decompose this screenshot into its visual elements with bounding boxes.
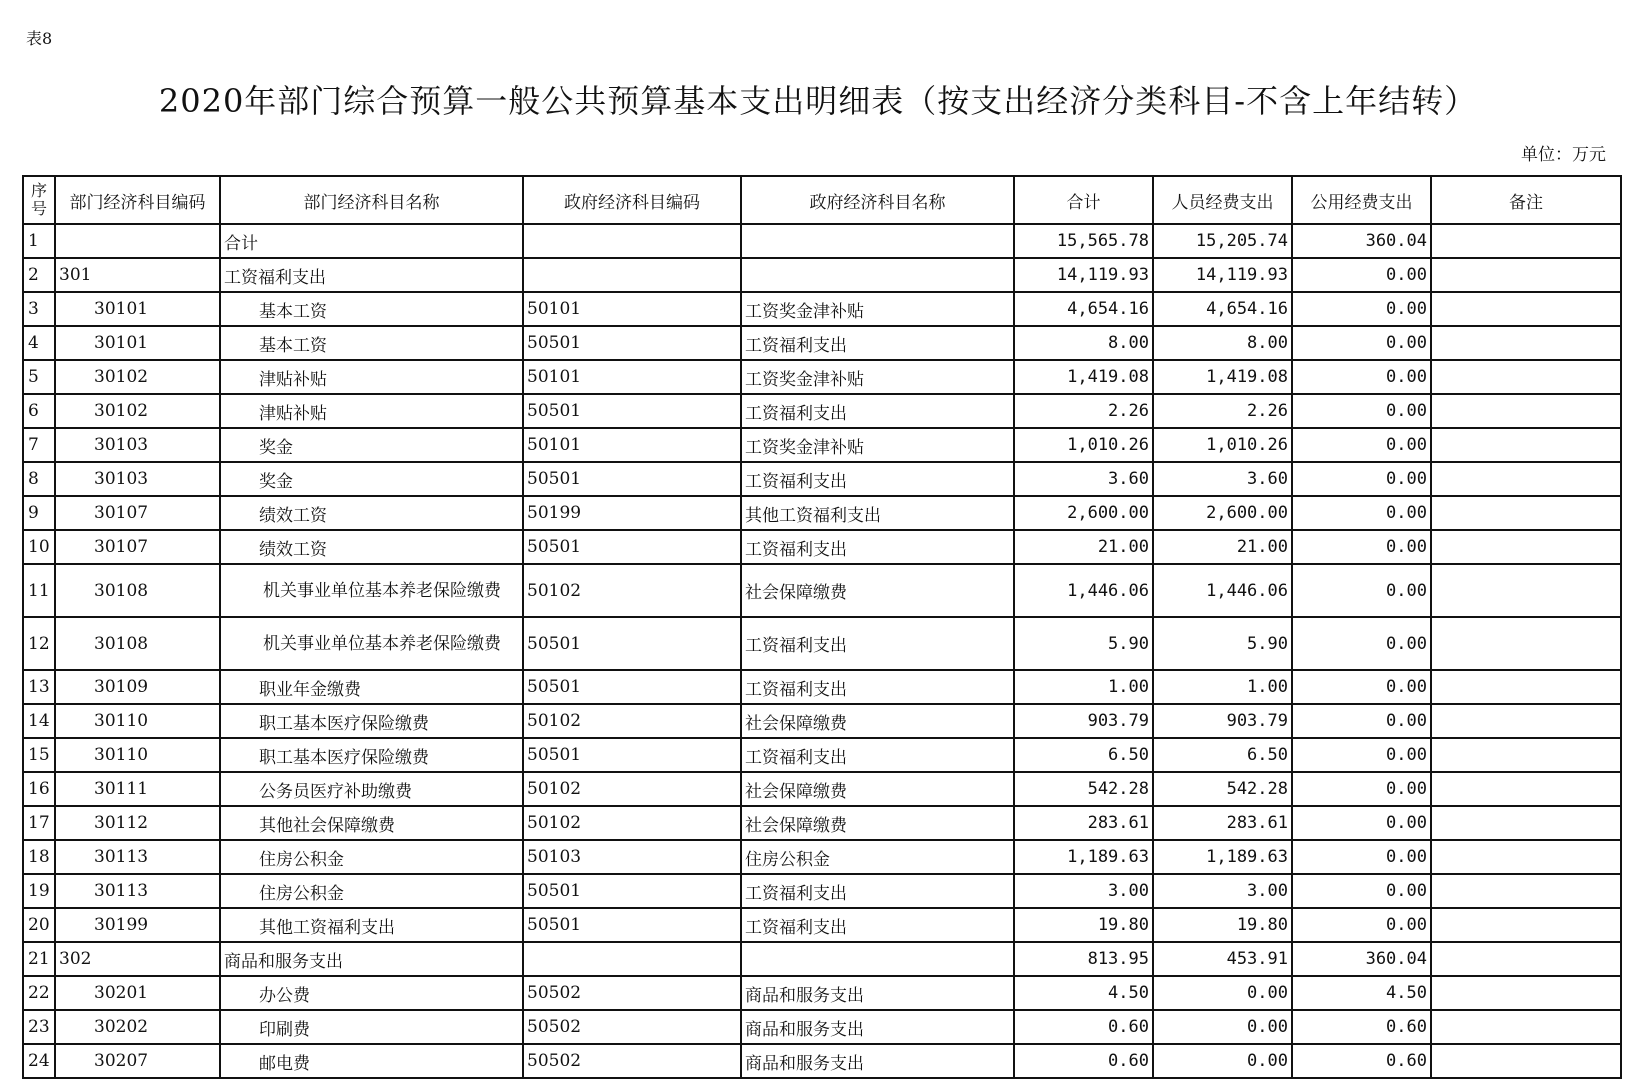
cell-public: 0.00: [1292, 326, 1431, 360]
cell-public: 0.00: [1292, 258, 1431, 292]
cell-seq: 8: [23, 462, 55, 496]
table-row: [23, 326, 1621, 360]
cell-dept-name: 奖金: [220, 462, 523, 496]
cell-seq: 10: [23, 530, 55, 564]
cell-gov-name: [741, 258, 1014, 292]
cell-dept-name: 职工基本医疗保险缴费: [220, 738, 523, 772]
cell-dept-code: 30108: [55, 564, 220, 617]
cell-gov-name: 其他工资福利支出: [741, 496, 1014, 530]
cell-total: 2,600.00: [1014, 496, 1153, 530]
cell-personnel: 8.00: [1153, 326, 1292, 360]
cell-gov-name: 商品和服务支出: [741, 1044, 1014, 1078]
cell-dept-name-text: 机关事业单位基本养老保险缴费: [263, 580, 501, 601]
cell-dept-name: 邮电费: [220, 1044, 523, 1078]
cell-gov-code: 50102: [523, 704, 741, 738]
cell-dept-name: [220, 564, 523, 617]
table-row: [23, 530, 1621, 564]
cell-gov-code: 50501: [523, 530, 741, 564]
cell-dept-code: 30103: [55, 428, 220, 462]
cell-dept-code: 30110: [55, 738, 220, 772]
cell-public: 0.00: [1292, 428, 1431, 462]
cell-remark: [1431, 942, 1621, 976]
table-row: [23, 292, 1621, 326]
cell-gov-name: 社会保障缴费: [741, 772, 1014, 806]
cell-gov-name: 工资奖金津补贴: [741, 360, 1014, 394]
cell-gov-name: 工资奖金津补贴: [741, 428, 1014, 462]
table-body: [23, 224, 1621, 1078]
cell-gov-code: 50501: [523, 394, 741, 428]
cell-personnel: 14,119.93: [1153, 258, 1292, 292]
cell-total: 283.61: [1014, 806, 1153, 840]
cell-gov-code: 50502: [523, 1010, 741, 1044]
cell-personnel: 0.00: [1153, 1010, 1292, 1044]
table-row: [23, 772, 1621, 806]
cell-gov-code: 50501: [523, 617, 741, 670]
cell-gov-code: 50199: [523, 496, 741, 530]
cell-personnel: 1,010.26: [1153, 428, 1292, 462]
cell-public: 0.00: [1292, 908, 1431, 942]
table-row: [23, 840, 1621, 874]
cell-gov-code: [523, 224, 741, 258]
cell-total: 903.79: [1014, 704, 1153, 738]
cell-seq: 17: [23, 806, 55, 840]
cell-public: 0.00: [1292, 840, 1431, 874]
cell-seq: 7: [23, 428, 55, 462]
cell-total: 1,419.08: [1014, 360, 1153, 394]
cell-personnel: 5.90: [1153, 617, 1292, 670]
cell-seq: 9: [23, 496, 55, 530]
cell-personnel: 3.60: [1153, 462, 1292, 496]
cell-total: 5.90: [1014, 617, 1153, 670]
cell-gov-code: 50501: [523, 908, 741, 942]
cell-gov-code: 50101: [523, 292, 741, 326]
cell-gov-code: 50102: [523, 772, 741, 806]
cell-dept-code: 30108: [55, 617, 220, 670]
table-row: [23, 462, 1621, 496]
cell-dept-code: 30199: [55, 908, 220, 942]
cell-gov-name: 工资福利支出: [741, 394, 1014, 428]
table-row: [23, 738, 1621, 772]
table-row: [23, 806, 1621, 840]
table-label: 表8: [26, 29, 53, 48]
cell-personnel: 4,654.16: [1153, 292, 1292, 326]
cell-gov-name: [741, 224, 1014, 258]
cell-total: 3.60: [1014, 462, 1153, 496]
cell-seq: 11: [23, 564, 55, 617]
cell-seq: 4: [23, 326, 55, 360]
cell-dept-name: 基本工资: [220, 326, 523, 360]
cell-seq: 15: [23, 738, 55, 772]
cell-dept-name: 其他社会保障缴费: [220, 806, 523, 840]
cell-seq: 19: [23, 874, 55, 908]
table-row: [23, 704, 1621, 738]
cell-public: 4.50: [1292, 976, 1431, 1010]
cell-dept-code: 30109: [55, 670, 220, 704]
cell-dept-name: 职业年金缴费: [220, 670, 523, 704]
cell-total: 1,189.63: [1014, 840, 1153, 874]
cell-personnel: 2,600.00: [1153, 496, 1292, 530]
cell-dept-code: 30101: [55, 292, 220, 326]
cell-gov-name: 住房公积金: [741, 840, 1014, 874]
cell-gov-code: 50502: [523, 976, 741, 1010]
cell-remark: [1431, 976, 1621, 1010]
cell-personnel: 0.00: [1153, 1044, 1292, 1078]
cell-gov-name: 工资福利支出: [741, 874, 1014, 908]
cell-remark: [1431, 738, 1621, 772]
cell-remark: [1431, 496, 1621, 530]
table-row: [23, 496, 1621, 530]
budget-table: [22, 175, 1622, 1079]
table-row: [23, 258, 1621, 292]
cell-gov-code: 50103: [523, 840, 741, 874]
cell-dept-name: 其他工资福利支出: [220, 908, 523, 942]
cell-seq: 1: [23, 224, 55, 258]
cell-dept-name: 基本工资: [220, 292, 523, 326]
unit-label: 单位：万元: [1521, 145, 1606, 165]
cell-total: 21.00: [1014, 530, 1153, 564]
cell-personnel: 542.28: [1153, 772, 1292, 806]
table-row: [23, 976, 1621, 1010]
table-row: [23, 564, 1621, 617]
table-row: [23, 428, 1621, 462]
header-seq: 序号: [23, 176, 55, 224]
cell-dept-code: 30103: [55, 462, 220, 496]
cell-dept-name: 合计: [220, 224, 523, 258]
cell-remark: [1431, 462, 1621, 496]
header-dept-code: 部门经济科目编码: [55, 176, 220, 224]
cell-seq: 5: [23, 360, 55, 394]
cell-public: 0.00: [1292, 874, 1431, 908]
cell-personnel: 21.00: [1153, 530, 1292, 564]
header-personnel: 人员经费支出: [1153, 176, 1292, 224]
cell-public: 0.00: [1292, 292, 1431, 326]
cell-gov-name: 工资福利支出: [741, 462, 1014, 496]
cell-public: 0.00: [1292, 738, 1431, 772]
cell-dept-code: 30112: [55, 806, 220, 840]
cell-remark: [1431, 224, 1621, 258]
cell-public: 0.60: [1292, 1044, 1431, 1078]
cell-gov-name: [741, 942, 1014, 976]
cell-total: 1,010.26: [1014, 428, 1153, 462]
cell-gov-code: [523, 258, 741, 292]
cell-public: 360.04: [1292, 942, 1431, 976]
cell-gov-name: 工资福利支出: [741, 617, 1014, 670]
cell-dept-name: 绩效工资: [220, 496, 523, 530]
cell-dept-code: 30102: [55, 360, 220, 394]
cell-dept-code: 30207: [55, 1044, 220, 1078]
cell-remark: [1431, 292, 1621, 326]
cell-total: 8.00: [1014, 326, 1153, 360]
cell-remark: [1431, 772, 1621, 806]
cell-seq: 23: [23, 1010, 55, 1044]
cell-dept-code: 30101: [55, 326, 220, 360]
cell-remark: [1431, 874, 1621, 908]
cell-remark: [1431, 670, 1621, 704]
table-row: [23, 1044, 1621, 1078]
cell-dept-code: 30111: [55, 772, 220, 806]
table-row: [23, 617, 1621, 670]
cell-remark: [1431, 394, 1621, 428]
cell-public: 0.00: [1292, 530, 1431, 564]
cell-gov-code: 50501: [523, 462, 741, 496]
cell-public: 360.04: [1292, 224, 1431, 258]
cell-public: 0.00: [1292, 360, 1431, 394]
cell-dept-name: 办公费: [220, 976, 523, 1010]
cell-gov-name: 工资福利支出: [741, 670, 1014, 704]
cell-gov-code: 50501: [523, 874, 741, 908]
cell-public: 0.00: [1292, 704, 1431, 738]
cell-personnel: 2.26: [1153, 394, 1292, 428]
table-row: [23, 874, 1621, 908]
cell-seq: 2: [23, 258, 55, 292]
cell-remark: [1431, 908, 1621, 942]
cell-public: 0.00: [1292, 772, 1431, 806]
cell-dept-name: 工资福利支出: [220, 258, 523, 292]
cell-personnel: 903.79: [1153, 704, 1292, 738]
cell-gov-name: 社会保障缴费: [741, 564, 1014, 617]
cell-dept-name: 公务员医疗补助缴费: [220, 772, 523, 806]
cell-dept-name: 商品和服务支出: [220, 942, 523, 976]
cell-gov-name: 工资福利支出: [741, 530, 1014, 564]
cell-dept-name: 奖金: [220, 428, 523, 462]
table-row: [23, 670, 1621, 704]
cell-personnel: 283.61: [1153, 806, 1292, 840]
cell-personnel: 15,205.74: [1153, 224, 1292, 258]
cell-total: 15,565.78: [1014, 224, 1153, 258]
cell-total: 14,119.93: [1014, 258, 1153, 292]
cell-gov-code: 50501: [523, 738, 741, 772]
cell-gov-name: 工资福利支出: [741, 738, 1014, 772]
cell-gov-code: 50502: [523, 1044, 741, 1078]
cell-personnel: 6.50: [1153, 738, 1292, 772]
cell-dept-code: 30201: [55, 976, 220, 1010]
cell-total: 4.50: [1014, 976, 1153, 1010]
cell-seq: 13: [23, 670, 55, 704]
cell-remark: [1431, 840, 1621, 874]
cell-seq: 20: [23, 908, 55, 942]
cell-dept-name: 津贴补贴: [220, 394, 523, 428]
cell-dept-name: 住房公积金: [220, 874, 523, 908]
table-row: [23, 394, 1621, 428]
cell-gov-code: 50501: [523, 326, 741, 360]
cell-total: 3.00: [1014, 874, 1153, 908]
cell-public: 0.00: [1292, 496, 1431, 530]
cell-public: 0.00: [1292, 617, 1431, 670]
header-remark: 备注: [1431, 176, 1621, 224]
cell-dept-code: 30107: [55, 496, 220, 530]
cell-gov-code: [523, 942, 741, 976]
cell-seq: 3: [23, 292, 55, 326]
cell-personnel: 1.00: [1153, 670, 1292, 704]
cell-total: 0.60: [1014, 1044, 1153, 1078]
cell-dept-code: 30113: [55, 874, 220, 908]
table-row: [23, 908, 1621, 942]
cell-gov-code: 50501: [523, 670, 741, 704]
header-dept-name: 部门经济科目名称: [220, 176, 523, 224]
cell-total: 1.00: [1014, 670, 1153, 704]
cell-personnel: 453.91: [1153, 942, 1292, 976]
header-total: 合计: [1014, 176, 1153, 224]
cell-gov-code: 50102: [523, 564, 741, 617]
table-row: [23, 224, 1621, 258]
header-gov-code: 政府经济科目编码: [523, 176, 741, 224]
cell-total: 19.80: [1014, 908, 1153, 942]
cell-gov-code: 50101: [523, 360, 741, 394]
cell-personnel: 0.00: [1153, 976, 1292, 1010]
cell-dept-code: 30202: [55, 1010, 220, 1044]
cell-remark: [1431, 530, 1621, 564]
cell-total: 0.60: [1014, 1010, 1153, 1044]
cell-gov-name: 社会保障缴费: [741, 704, 1014, 738]
header-public: 公用经费支出: [1292, 176, 1431, 224]
cell-gov-code: 50102: [523, 806, 741, 840]
cell-dept-code: 30107: [55, 530, 220, 564]
cell-public: 0.00: [1292, 564, 1431, 617]
cell-dept-name: 职工基本医疗保险缴费: [220, 704, 523, 738]
cell-total: 6.50: [1014, 738, 1153, 772]
cell-public: 0.00: [1292, 806, 1431, 840]
cell-remark: [1431, 564, 1621, 617]
cell-remark: [1431, 326, 1621, 360]
cell-public: 0.00: [1292, 670, 1431, 704]
cell-remark: [1431, 1044, 1621, 1078]
cell-remark: [1431, 1010, 1621, 1044]
cell-total: 813.95: [1014, 942, 1153, 976]
cell-dept-code: 301: [55, 258, 220, 292]
cell-gov-name: 工资奖金津补贴: [741, 292, 1014, 326]
cell-remark: [1431, 617, 1621, 670]
cell-gov-name: 商品和服务支出: [741, 1010, 1014, 1044]
cell-seq: 18: [23, 840, 55, 874]
cell-seq: 12: [23, 617, 55, 670]
table-row: [23, 360, 1621, 394]
cell-personnel: 3.00: [1153, 874, 1292, 908]
cell-remark: [1431, 428, 1621, 462]
cell-seq: 24: [23, 1044, 55, 1078]
cell-dept-code: 30113: [55, 840, 220, 874]
cell-dept-name: 绩效工资: [220, 530, 523, 564]
cell-gov-name: 商品和服务支出: [741, 976, 1014, 1010]
page-title: 2020年部门综合预算一般公共预算基本支出明细表（按支出经济分类科目-不含上年结转）: [158, 82, 1478, 120]
cell-gov-name: 社会保障缴费: [741, 806, 1014, 840]
cell-remark: [1431, 704, 1621, 738]
header-gov-name: 政府经济科目名称: [741, 176, 1014, 224]
cell-remark: [1431, 258, 1621, 292]
cell-seq: 22: [23, 976, 55, 1010]
cell-dept-name: 印刷费: [220, 1010, 523, 1044]
cell-remark: [1431, 806, 1621, 840]
cell-dept-code: 30110: [55, 704, 220, 738]
cell-public: 0.60: [1292, 1010, 1431, 1044]
cell-seq: 16: [23, 772, 55, 806]
cell-personnel: 1,189.63: [1153, 840, 1292, 874]
cell-seq: 21: [23, 942, 55, 976]
cell-gov-name: 工资福利支出: [741, 326, 1014, 360]
cell-dept-name: [220, 617, 523, 670]
cell-dept-code: [55, 224, 220, 258]
cell-dept-name: 津贴补贴: [220, 360, 523, 394]
cell-public: 0.00: [1292, 462, 1431, 496]
cell-personnel: 19.80: [1153, 908, 1292, 942]
cell-remark: [1431, 360, 1621, 394]
cell-gov-code: 50101: [523, 428, 741, 462]
cell-total: 542.28: [1014, 772, 1153, 806]
cell-total: 4,654.16: [1014, 292, 1153, 326]
cell-total: 1,446.06: [1014, 564, 1153, 617]
table-row: [23, 1010, 1621, 1044]
cell-dept-code: 302: [55, 942, 220, 976]
cell-personnel: 1,446.06: [1153, 564, 1292, 617]
cell-seq: 14: [23, 704, 55, 738]
header-row: [23, 176, 1621, 224]
cell-dept-name-text: 机关事业单位基本养老保险缴费: [263, 633, 501, 654]
cell-dept-code: 30102: [55, 394, 220, 428]
cell-dept-name: 住房公积金: [220, 840, 523, 874]
cell-public: 0.00: [1292, 394, 1431, 428]
cell-personnel: 1,419.08: [1153, 360, 1292, 394]
cell-seq: 6: [23, 394, 55, 428]
cell-total: 2.26: [1014, 394, 1153, 428]
table-row: [23, 942, 1621, 976]
cell-gov-name: 工资福利支出: [741, 908, 1014, 942]
